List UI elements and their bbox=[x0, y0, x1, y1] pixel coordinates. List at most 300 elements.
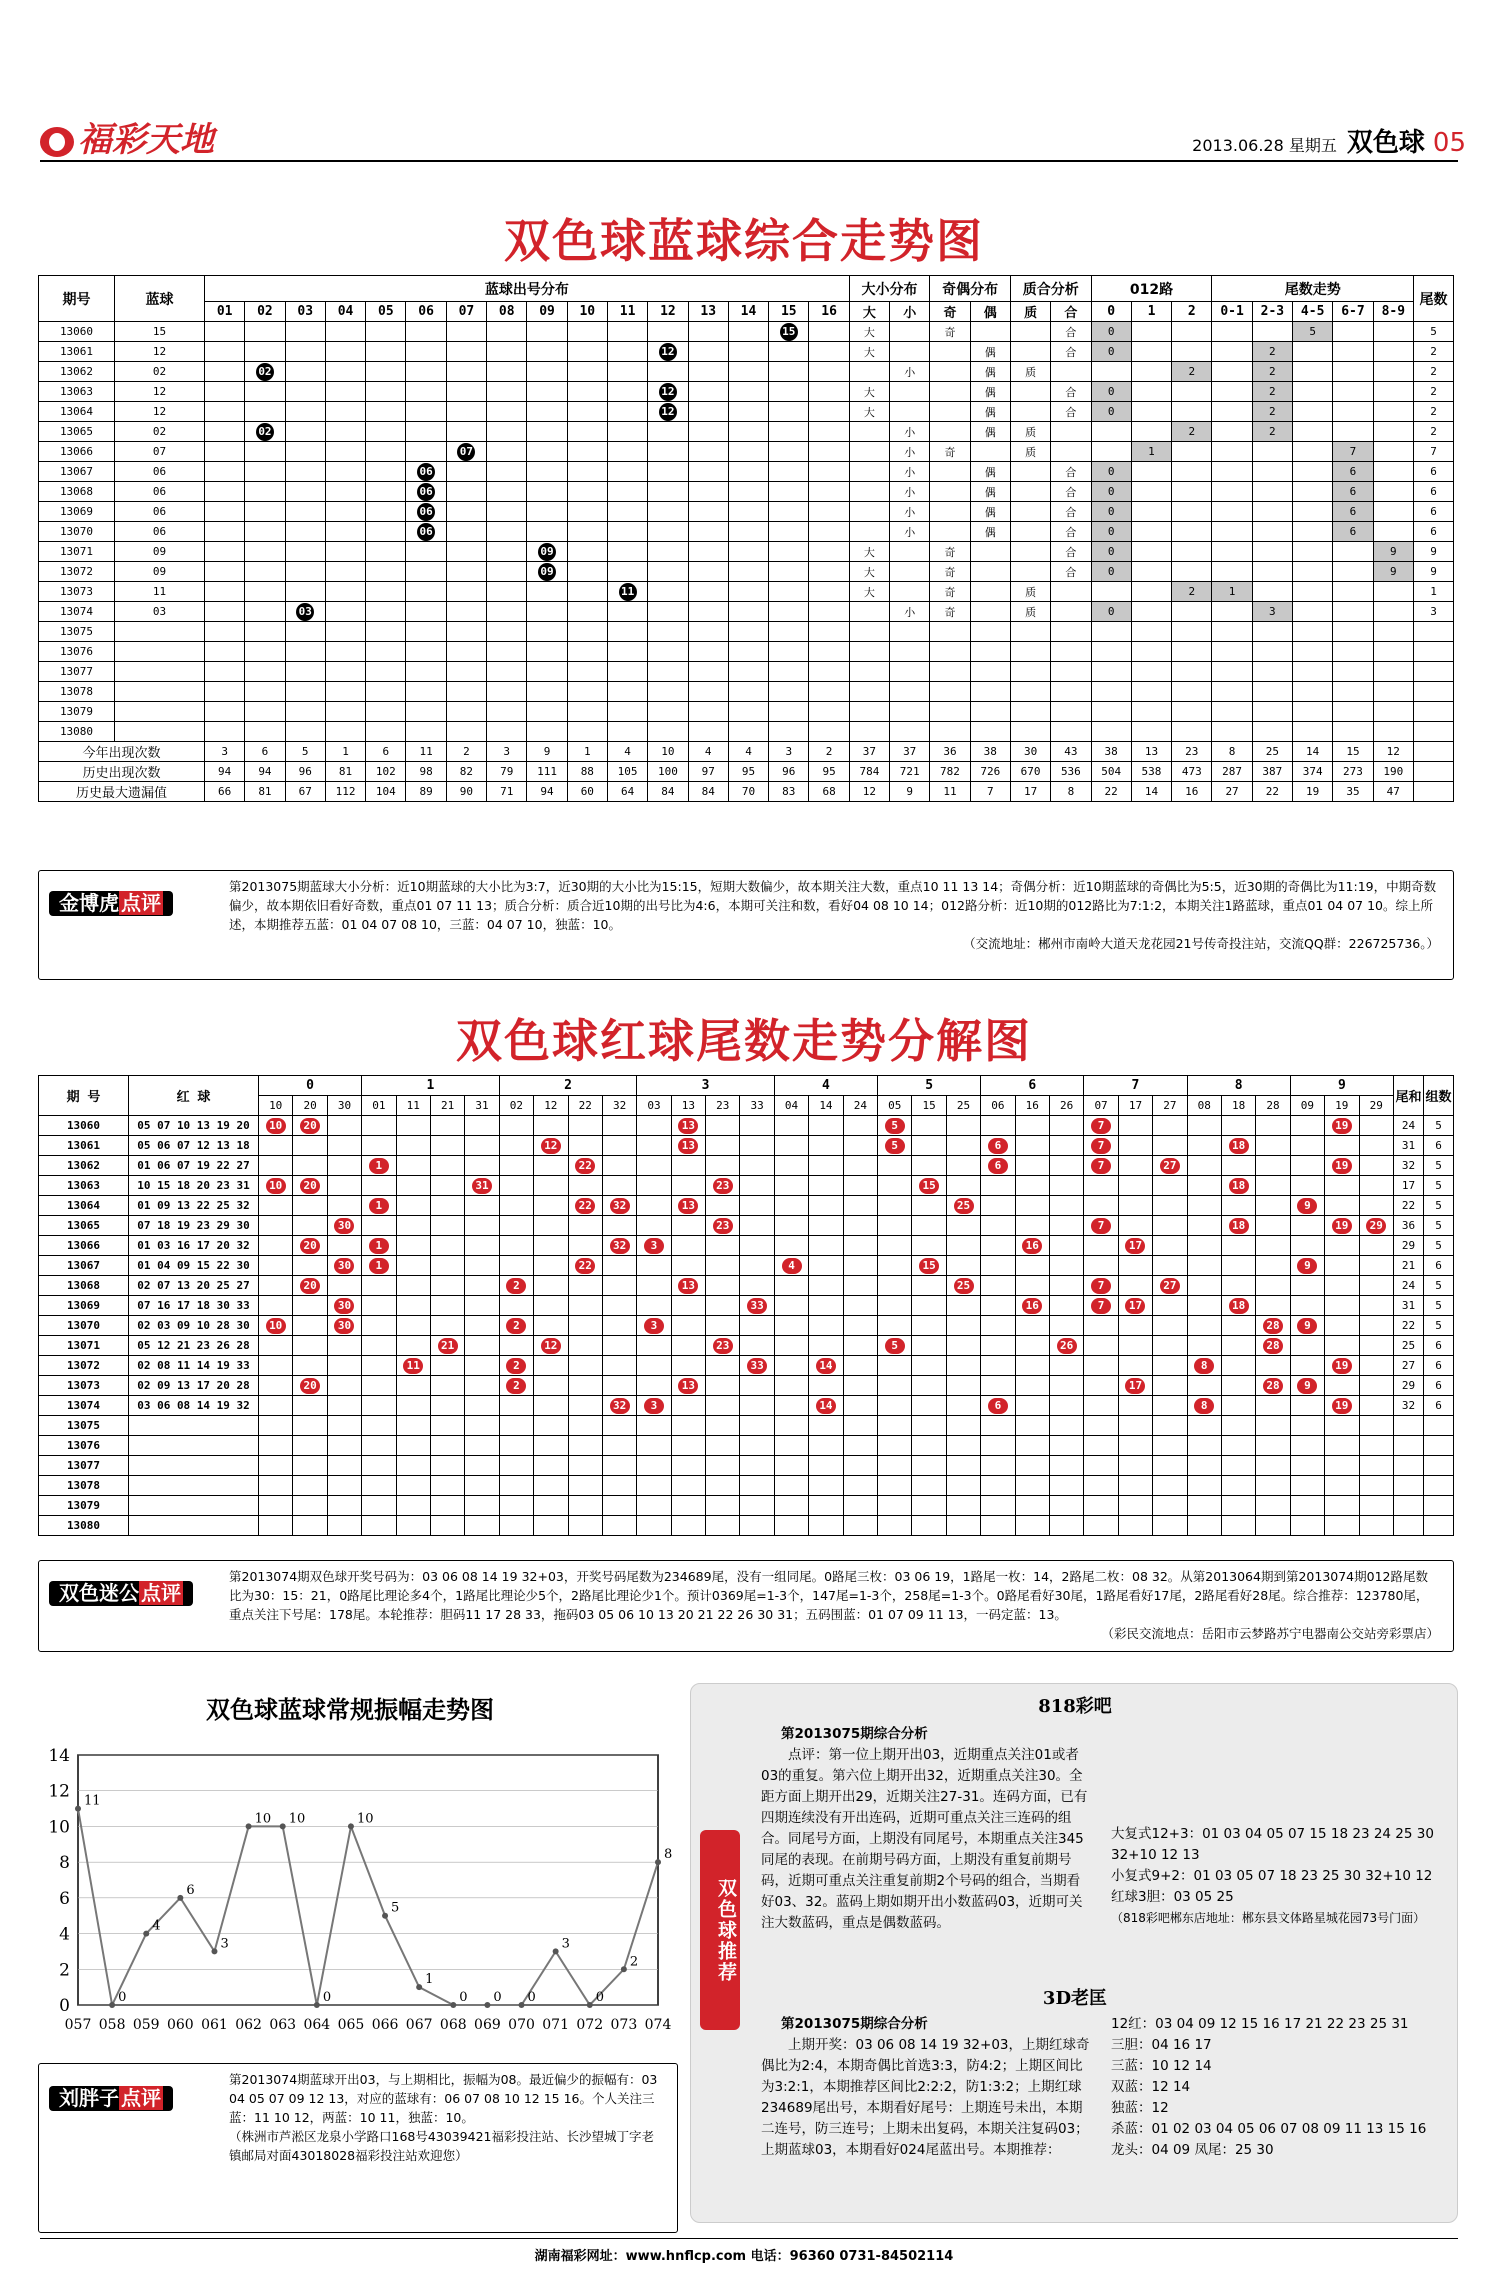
red-ball-tail-table bbox=[38, 1075, 1454, 1536]
blue-ball-mark: 02 bbox=[256, 363, 274, 381]
analysis-title: 第2013075期综合分析 bbox=[781, 1726, 928, 1742]
small-combo: 小复式9+2：01 03 05 07 18 23 25 30 32+10 12 bbox=[1111, 1868, 1433, 1884]
red-ball-mark: 5 bbox=[885, 1118, 905, 1134]
sub-header: 6-7 bbox=[1333, 302, 1373, 322]
tail-sub-header: 07 bbox=[1084, 1096, 1118, 1116]
table-row: 13070 06 06 小 偶 合 0 6 6 bbox=[39, 522, 1454, 542]
tail-group-header: 1 bbox=[362, 1076, 500, 1096]
newspaper-logo: 福彩天地 bbox=[40, 112, 214, 161]
tail-sub-header: 02 bbox=[499, 1096, 533, 1116]
x-tick-label: 071 bbox=[542, 2017, 570, 2033]
x-tick-label: 067 bbox=[405, 2017, 433, 2033]
red-ball-mark: 10 bbox=[266, 1178, 286, 1194]
tail-sub-header: 18 bbox=[1221, 1096, 1255, 1116]
red-ball-mark: 8 bbox=[1194, 1398, 1214, 1414]
table-row: 13079 bbox=[39, 1496, 1454, 1516]
red-ball-mark: 32 bbox=[610, 1198, 630, 1214]
red-ball-mark: 30 bbox=[334, 1218, 354, 1234]
section-title: 双色球 bbox=[1346, 128, 1425, 158]
header-info bbox=[1192, 122, 1466, 159]
table-row: 13072 09 09 大 奇 合 0 9 9 bbox=[39, 562, 1454, 582]
tail-sub-header: 06 bbox=[981, 1096, 1015, 1116]
panel-818-heading: 818彩吧 bbox=[1038, 1696, 1112, 1717]
data-label: 1 bbox=[425, 1972, 434, 1988]
x-tick-label: 060 bbox=[166, 2017, 194, 2033]
red-ball-mark: 14 bbox=[816, 1358, 836, 1374]
grp-size: 大小分布 bbox=[849, 276, 930, 302]
blue-chart-title: 双色球蓝球综合走势图 bbox=[504, 214, 984, 268]
num-header: 08 bbox=[487, 302, 527, 322]
tail-sub-header: 19 bbox=[1325, 1096, 1359, 1116]
data-label: 11 bbox=[84, 1793, 101, 1809]
x-tick-label: 063 bbox=[269, 2017, 297, 2033]
red-ball-mark: 2 bbox=[506, 1358, 526, 1374]
commentator-badge: 刘胖子 点评 bbox=[49, 2086, 173, 2111]
tail-sub-header: 15 bbox=[912, 1096, 946, 1116]
data-point bbox=[450, 2002, 456, 2008]
stat-row: 历史最大遗漏值 66 81 67 112 104 89 90 71 94 60 64 84 84 70 83 68 12 9 11 7 17 8 22 14 16 27 22 19 35 47 bbox=[39, 782, 1454, 802]
data-point bbox=[348, 1823, 354, 1829]
data-point bbox=[246, 1823, 252, 1829]
plot-frame bbox=[78, 1755, 658, 2005]
red-ball-mark: 20 bbox=[300, 1278, 320, 1294]
table-row: 13071 05 12 21 23 26 28 21 12 23 5 26 28 25 6 bbox=[39, 1336, 1454, 1356]
store-address: （818彩吧郴东店地址：郴东县文体路星城花园73号门面） bbox=[1111, 1911, 1426, 1925]
red-ball-mark: 6 bbox=[988, 1398, 1008, 1414]
sub-header: 2 bbox=[1172, 302, 1212, 322]
red-ball-mark: 3 bbox=[644, 1318, 664, 1334]
tail-sub-header: 28 bbox=[1256, 1096, 1290, 1116]
table-row: 13073 11 11 大 奇 质 2 1 1 bbox=[39, 582, 1454, 602]
y-tick-label: 2 bbox=[59, 1960, 70, 1981]
tail-sub-header: 31 bbox=[465, 1096, 499, 1116]
tail-sub-header: 17 bbox=[1118, 1096, 1152, 1116]
red-ball-mark: 9 bbox=[1297, 1198, 1317, 1214]
data-point bbox=[519, 2002, 525, 2008]
red-ball-mark: 18 bbox=[1229, 1298, 1249, 1314]
red-ball-mark: 7 bbox=[1091, 1158, 1111, 1174]
table-row: 13074 03 03 小 奇 质 0 3 3 bbox=[39, 602, 1454, 622]
y-tick-label: 14 bbox=[48, 1746, 70, 1766]
red-ball-mark: 14 bbox=[816, 1398, 836, 1414]
red-ball-mark: 12 bbox=[541, 1338, 561, 1354]
amplitude-chart-title: 双色球蓝球常规振幅走势图 bbox=[206, 1696, 494, 1724]
red-ball-mark: 16 bbox=[1022, 1238, 1042, 1254]
comment-text: 第2013074期双色球开奖号码为：03 06 08 14 19 32+03，开奖号码尾数为234689尾，没有一组同尾。0路尾三枚：03 06 19，1路尾一枚：14，2路尾二枚：08 32。从第2013064期到第2013074期012路尾数比为30：15：21，0路尾比理论多4个，1路尾比理论少5个，2路尾比理论少1个。预计0369尾=1-3个，147尾=1-3个，258尾=1-3个。0路尾看好30尾，1路尾看好17尾，2路尾看好28尾。综合推荐：123780尾，重点关注下号尾：178尾。本轮推荐：胆码11 17 28 33，拖码03 05 06 10 13 20 21 22 26 30 31；五码围蓝：01 07 09 11 13，一码定蓝：13。 bbox=[229, 1569, 1429, 1622]
issue-date: 2013.06.28 bbox=[1192, 136, 1284, 155]
red-ball-mark: 20 bbox=[300, 1378, 320, 1394]
issue-weekday: 星期五 bbox=[1288, 136, 1337, 155]
red-ball-mark: 7 bbox=[1091, 1298, 1111, 1314]
table-row: 13067 01 04 09 15 22 30 30 1 22 4 15 9 21 6 bbox=[39, 1256, 1454, 1276]
tail-sub-header: 21 bbox=[430, 1096, 464, 1116]
tail-sub-header: 11 bbox=[396, 1096, 430, 1116]
tail-sub-header: 01 bbox=[362, 1096, 396, 1116]
comment-liupangzi bbox=[38, 2063, 678, 2233]
data-label: 4 bbox=[152, 1918, 161, 1934]
red-ball-mark: 15 bbox=[919, 1258, 939, 1274]
tail-sub-header: 05 bbox=[878, 1096, 912, 1116]
table-row: 13076 bbox=[39, 1436, 1454, 1456]
tail-sub-header: 23 bbox=[706, 1096, 740, 1116]
data-label: 3 bbox=[220, 1936, 229, 1952]
y-tick-label: 10 bbox=[48, 1817, 70, 1838]
footer-rule bbox=[40, 2238, 1458, 2239]
red-ball-mark: 29 bbox=[1366, 1218, 1386, 1234]
red-ball-mark: 13 bbox=[678, 1378, 698, 1394]
data-point bbox=[280, 1823, 286, 1829]
num-header: 12 bbox=[648, 302, 688, 322]
red-ball-mark: 17 bbox=[1125, 1378, 1145, 1394]
table-row: 13073 02 09 13 17 20 28 20 2 13 17 28 9 29 6 bbox=[39, 1376, 1454, 1396]
tail-group-header: 7 bbox=[1084, 1076, 1187, 1096]
table-row: 13060 05 07 10 13 19 20 10 20 13 5 7 19 24 5 bbox=[39, 1116, 1454, 1136]
data-label: 5 bbox=[391, 1900, 400, 1916]
blue-ball-mark: 03 bbox=[296, 603, 314, 621]
red-ball-mark: 27 bbox=[1160, 1278, 1180, 1294]
tail-sub-header: 26 bbox=[1049, 1096, 1083, 1116]
data-point bbox=[314, 2002, 320, 2008]
tail-sub-header: 09 bbox=[1290, 1096, 1324, 1116]
tail-sub-header: 13 bbox=[671, 1096, 705, 1116]
data-label: 10 bbox=[254, 1811, 272, 1827]
y-tick-label: 6 bbox=[59, 1888, 70, 1909]
sub-header: 0 bbox=[1091, 302, 1131, 322]
red-chart-title: 双色球红球尾数走势分解图 bbox=[456, 1014, 1032, 1068]
table-row: 13063 12 12 大 偶 合 0 2 2 bbox=[39, 382, 1454, 402]
y-tick-label: 8 bbox=[59, 1853, 70, 1874]
table-row: 13080 bbox=[39, 722, 1454, 742]
red-ball-mark: 26 bbox=[1057, 1338, 1077, 1354]
red-ball-mark: 13 bbox=[678, 1278, 698, 1294]
recommend-panel bbox=[690, 1683, 1458, 2223]
num-header: 14 bbox=[728, 302, 768, 322]
data-point bbox=[382, 1913, 388, 1919]
num-header: 01 bbox=[205, 302, 245, 322]
red-ball-mark: 28 bbox=[1263, 1318, 1283, 1334]
two-blue: 双蓝：12 14 bbox=[1111, 2079, 1191, 2095]
table-row: 13067 06 06 小 偶 合 0 6 6 bbox=[39, 462, 1454, 482]
table-row: 13074 03 06 08 14 19 32 32 3 14 6 8 19 32 6 bbox=[39, 1396, 1454, 1416]
table-row: 13068 02 07 13 20 25 27 20 2 13 25 7 27 24 5 bbox=[39, 1276, 1454, 1296]
red-ball-mark: 22 bbox=[575, 1198, 595, 1214]
tail-sub-header: 04 bbox=[774, 1096, 808, 1116]
table-row: 13078 bbox=[39, 682, 1454, 702]
analysis-text: 点评：第一位上期开出03，近期重点关注01或者03的重复。第六位上期开出32，近期重点关注30。全距方面上期开出29，近期关注27-31。连码方面，已有四期连续没有开出连码，近期可重点关注三连码的组合。同尾号方面，上期没有同尾号，本期重点关注345同尾的表现。在前期号码方面，上期没有重复前期号码，近期可重点关注重复前期2个号码的组合，当期看好03、32。蓝码上期如期开出小数蓝码03，近期可关注大数蓝码，重点是偶数蓝码。 bbox=[761, 1747, 1088, 1931]
red-ball-mark: 5 bbox=[885, 1338, 905, 1354]
data-label: 0 bbox=[459, 1990, 468, 2005]
table-row: 13065 02 02 小 偶 质 2 2 2 bbox=[39, 422, 1454, 442]
red-ball-mark: 33 bbox=[747, 1298, 767, 1314]
tail-sub-header: 27 bbox=[1153, 1096, 1187, 1116]
red-ball-mark: 9 bbox=[1297, 1318, 1317, 1334]
table-row: 13062 02 02 小 偶 质 2 2 2 bbox=[39, 362, 1454, 382]
red-ball-mark: 17 bbox=[1125, 1238, 1145, 1254]
sub-header: 4-5 bbox=[1293, 302, 1333, 322]
num-header: 05 bbox=[366, 302, 406, 322]
col-period: 期 号 bbox=[39, 1076, 129, 1116]
red-ball-mark: 21 bbox=[438, 1338, 458, 1354]
red-ball-mark: 7 bbox=[1091, 1118, 1111, 1134]
red-ball-mark: 32 bbox=[610, 1238, 630, 1254]
red-ball-mark: 8 bbox=[1194, 1358, 1214, 1374]
red-ball-mark: 2 bbox=[506, 1318, 526, 1334]
data-point bbox=[621, 1966, 627, 1972]
blue-ball-mark: 12 bbox=[659, 403, 677, 421]
tail-sub-header: 14 bbox=[809, 1096, 843, 1116]
kill-blue: 杀蓝：01 02 03 04 05 06 07 08 09 11 13 15 16 bbox=[1111, 2121, 1427, 2137]
red-ball-mark: 33 bbox=[747, 1358, 767, 1374]
red-ball-mark: 28 bbox=[1263, 1378, 1283, 1394]
data-label: 3 bbox=[561, 1936, 570, 1952]
red-ball-mark: 2 bbox=[506, 1378, 526, 1394]
twelve-red: 12红：03 04 09 12 15 16 17 21 22 23 25 31 bbox=[1111, 2016, 1409, 2032]
col-tail: 尾数 bbox=[1414, 276, 1454, 322]
x-tick-label: 070 bbox=[508, 2017, 535, 2033]
blue-ball-mark: 06 bbox=[417, 483, 435, 501]
x-tick-label: 066 bbox=[371, 2017, 399, 2033]
red-ball-mark: 32 bbox=[610, 1398, 630, 1414]
red-ball-mark: 11 bbox=[403, 1358, 423, 1374]
data-label: 6 bbox=[186, 1882, 195, 1898]
blue-ball-mark: 15 bbox=[780, 323, 798, 341]
sub-header: 大 bbox=[849, 302, 889, 322]
tail-sub-header: 12 bbox=[534, 1096, 568, 1116]
table-row: 13066 01 03 16 17 20 32 20 1 32 3 16 17 29 5 bbox=[39, 1236, 1454, 1256]
red-ball-mark: 10 bbox=[266, 1118, 286, 1134]
red-ball-mark: 5 bbox=[885, 1138, 905, 1154]
red-ball-mark: 18 bbox=[1229, 1218, 1249, 1234]
footer-contact: 湖南福彩网址：www.hnflcp.com 电话：96360 0731-84502114 bbox=[534, 2249, 954, 2264]
num-header: 09 bbox=[527, 302, 567, 322]
comment-contact: （彩民交流地点：岳阳市云梦路苏宁电器南公交站旁彩票店） bbox=[1101, 1626, 1439, 1641]
red-ball-mark: 7 bbox=[1091, 1138, 1111, 1154]
red-ball-mark: 3 bbox=[644, 1398, 664, 1414]
analysis-text-2: 上期开奖：03 06 08 14 19 32+03，上期红球奇偶比为2:4，本期奇偶比首选3:3，防4:2；上期区间比为3:2:1，本期推荐区间比2:2:2，防1:3:2；上期红球234689尾出号，本期看好尾号：上期连号未出，本期二连号，防三连号；上期未出复码，本期关注复码03；上期蓝球03，本期看好024尾蓝出号。本期推荐： bbox=[761, 2037, 1090, 2158]
data-point bbox=[587, 2002, 593, 2008]
table-row: 13065 07 18 19 23 29 30 30 23 7 18 19 29 36 5 bbox=[39, 1216, 1454, 1236]
red-ball-mark: 27 bbox=[1160, 1158, 1180, 1174]
table-row: 13077 bbox=[39, 662, 1454, 682]
data-point bbox=[177, 1895, 183, 1901]
table-row: 13070 02 03 09 10 28 30 10 30 2 3 28 9 22 5 bbox=[39, 1316, 1454, 1336]
x-tick-label: 065 bbox=[337, 2017, 365, 2033]
tail-sub-header: 10 bbox=[259, 1096, 293, 1116]
table-row: 13063 10 15 18 20 23 31 10 20 31 23 15 18 17 5 bbox=[39, 1176, 1454, 1196]
sub-header: 奇 bbox=[930, 302, 970, 322]
col-grp: 组数 bbox=[1424, 1076, 1454, 1116]
data-label: 2 bbox=[629, 1954, 639, 1970]
data-label: 8 bbox=[664, 1847, 673, 1863]
head-tail: 龙头：04 09 凤尾：25 30 bbox=[1111, 2142, 1274, 2158]
red-ball-mark: 19 bbox=[1332, 1218, 1352, 1234]
red-ball-mark: 3 bbox=[644, 1238, 664, 1254]
grp-tail: 尾数走势 bbox=[1212, 276, 1414, 302]
red-ball-mark: 30 bbox=[334, 1318, 354, 1334]
data-point bbox=[109, 2002, 115, 2008]
commentator-badge: 双色迷公 点评 bbox=[49, 1581, 193, 1606]
num-header: 13 bbox=[688, 302, 728, 322]
comment-jinbohu bbox=[38, 870, 1454, 980]
num-header: 07 bbox=[446, 302, 486, 322]
red-ball-mark: 22 bbox=[575, 1158, 595, 1174]
page-number: 05 bbox=[1432, 128, 1466, 158]
red-ball-mark: 1 bbox=[369, 1158, 389, 1174]
sub-header: 小 bbox=[890, 302, 930, 322]
num-header: 03 bbox=[285, 302, 325, 322]
tail-sub-header: 22 bbox=[568, 1096, 602, 1116]
data-point bbox=[143, 1931, 149, 1937]
grp-dist: 蓝球出号分布 bbox=[205, 276, 850, 302]
red-ball-mark: 13 bbox=[678, 1138, 698, 1154]
data-label: 0 bbox=[118, 1990, 127, 2005]
red-ball-mark: 22 bbox=[575, 1258, 595, 1274]
table-row: 13069 07 16 17 18 30 33 30 33 16 7 17 18 31 5 bbox=[39, 1296, 1454, 1316]
blue-ball-mark: 12 bbox=[659, 383, 677, 401]
red-ball-mark: 13 bbox=[678, 1198, 698, 1214]
red-ball-mark: 19 bbox=[1332, 1358, 1352, 1374]
data-point bbox=[211, 1948, 217, 1954]
x-tick-label: 058 bbox=[98, 2017, 126, 2033]
x-tick-label: 072 bbox=[576, 2017, 604, 2033]
three-blue: 三蓝：10 12 14 bbox=[1111, 2058, 1212, 2074]
sub-header: 合 bbox=[1051, 302, 1091, 322]
blue-ball-mark: 09 bbox=[538, 563, 556, 581]
tail-sub-header: 24 bbox=[843, 1096, 877, 1116]
x-tick-label: 057 bbox=[64, 2017, 92, 2033]
tail-sub-header: 32 bbox=[602, 1096, 636, 1116]
comment-shuangsemigong bbox=[38, 1560, 1454, 1652]
tail-group-header: 4 bbox=[774, 1076, 877, 1096]
blue-ball-mark: 12 bbox=[659, 343, 677, 361]
comment-contact: （株洲市芦淞区龙泉小学路口168号43039421福彩投注站、长沙望城丁字老镇邮局对面43018028福彩投注站欢迎您） bbox=[229, 2129, 654, 2163]
table-row: 13064 01 09 13 22 25 32 1 22 32 13 25 9 22 5 bbox=[39, 1196, 1454, 1216]
blue-ball-mark: 06 bbox=[417, 463, 435, 481]
red-ball-mark: 1 bbox=[369, 1238, 389, 1254]
blue-ball-mark: 02 bbox=[256, 423, 274, 441]
grp-odd: 奇偶分布 bbox=[930, 276, 1011, 302]
sub-header: 0-1 bbox=[1212, 302, 1252, 322]
red-ball-mark: 17 bbox=[1125, 1298, 1145, 1314]
red-ball-mark: 20 bbox=[300, 1178, 320, 1194]
table-row: 13060 15 15 大 奇 合 0 5 5 bbox=[39, 322, 1454, 342]
red-ball-mark: 23 bbox=[713, 1178, 733, 1194]
x-tick-label: 062 bbox=[235, 2017, 262, 2033]
red-three-dan: 红球3胆：03 05 25 bbox=[1111, 1889, 1234, 1905]
stat-row: 历史出现次数 94 94 96 81 102 98 82 79 111 88 105 100 97 95 96 95 784 721 782 726 670 536 504 538 473 287 387 374 273 190 bbox=[39, 762, 1454, 782]
table-row: 13071 09 09 大 奇 合 0 9 9 bbox=[39, 542, 1454, 562]
red-ball-mark: 19 bbox=[1332, 1118, 1352, 1134]
three-dan: 三胆：04 16 17 bbox=[1111, 2037, 1212, 2053]
red-ball-mark: 4 bbox=[782, 1258, 802, 1274]
tail-sub-header: 16 bbox=[1015, 1096, 1049, 1116]
table-row: 13072 02 08 11 14 19 33 11 2 33 14 8 19 27 6 bbox=[39, 1356, 1454, 1376]
red-ball-mark: 16 bbox=[1022, 1298, 1042, 1314]
comment-text: 第2013075期蓝球大小分析：近10期蓝球的大小比为3:7，近30期的大小比为15:15，短期大数偏少，故本期关注大数，重点10 11 13 14；奇偶分析：近10期蓝球的奇偶比为5:5，近30期的奇偶比为11:19，中期奇数偏少，故本期依旧看好奇数，重点01 07 11 13；质合分析：质合近10期的出号比为4:6，本期可关注和数，看好04 08 10 14；012路分析：近10期的012路比为7:1:2，本期关注1路蓝球，重点01 04 07 10。综上所述，本期推荐五蓝：01 04 07 08 10，三蓝：04 07 10，独蓝：10。 bbox=[229, 879, 1437, 932]
num-header: 02 bbox=[245, 302, 285, 322]
red-ball-mark: 1 bbox=[369, 1198, 389, 1214]
red-ball-mark: 20 bbox=[300, 1118, 320, 1134]
tail-sub-header: 29 bbox=[1359, 1096, 1394, 1116]
comment-text: 第2013074期蓝球开出03，与上期相比，振幅为08。最近偏少的振幅有：03 04 05 07 09 12 13，对应的蓝球有：06 07 08 10 12 15 16。个人关注三蓝：11 10 12，两蓝：10 11，独蓝：10。 bbox=[229, 2072, 658, 2125]
data-label: 0 bbox=[527, 1990, 536, 2005]
red-ball-mark: 6 bbox=[988, 1138, 1008, 1154]
red-ball-mark: 31 bbox=[472, 1178, 492, 1194]
panel-3d-heading: 3D老匡 bbox=[1042, 1988, 1108, 2009]
x-tick-label: 068 bbox=[439, 2017, 467, 2033]
num-header: 11 bbox=[607, 302, 647, 322]
table-row: 13075 bbox=[39, 622, 1454, 642]
red-ball-mark: 18 bbox=[1229, 1178, 1249, 1194]
single-blue: 独蓝：12 bbox=[1111, 2100, 1169, 2116]
x-tick-label: 069 bbox=[474, 2017, 501, 2033]
data-label: 0 bbox=[595, 1990, 605, 2005]
table-row: 13076 bbox=[39, 642, 1454, 662]
tail-group-header: 8 bbox=[1187, 1076, 1290, 1096]
red-ball-mark: 15 bbox=[919, 1178, 939, 1194]
blue-ball-table bbox=[38, 275, 1454, 802]
red-ball-mark: 7 bbox=[1091, 1278, 1111, 1294]
stat-row: 今年出现次数 3 6 5 1 6 11 2 3 9 1 4 10 4 4 3 2 37 37 36 38 30 43 38 13 23 8 25 14 15 12 bbox=[39, 742, 1454, 762]
tail-group-header: 2 bbox=[499, 1076, 637, 1096]
amplitude-line-chart bbox=[38, 1730, 673, 2060]
red-ball-mark: 18 bbox=[1229, 1138, 1249, 1154]
data-point bbox=[484, 2002, 490, 2008]
data-label: 0 bbox=[493, 1990, 502, 2005]
table-row: 13068 06 06 小 偶 合 0 6 6 bbox=[39, 482, 1454, 502]
table-row: 13064 12 12 大 偶 合 0 2 2 bbox=[39, 402, 1454, 422]
table-row: 13062 01 06 07 19 22 27 1 22 6 7 27 19 32 5 bbox=[39, 1156, 1454, 1176]
table-row: 13080 bbox=[39, 1516, 1454, 1536]
blue-ball-mark: 09 bbox=[538, 543, 556, 561]
num-header: 10 bbox=[567, 302, 607, 322]
red-ball-mark: 13 bbox=[678, 1118, 698, 1134]
y-tick-label: 4 bbox=[59, 1924, 70, 1945]
red-ball-mark: 9 bbox=[1297, 1258, 1317, 1274]
num-header: 15 bbox=[769, 302, 809, 322]
grp-012: 012路 bbox=[1091, 276, 1212, 302]
x-tick-label: 061 bbox=[201, 2017, 228, 2033]
tail-group-header: 0 bbox=[259, 1076, 362, 1096]
y-tick-label: 0 bbox=[59, 1996, 70, 2016]
red-ball-mark: 19 bbox=[1332, 1398, 1352, 1414]
num-header: 06 bbox=[406, 302, 446, 322]
red-ball-mark: 28 bbox=[1263, 1338, 1283, 1354]
sub-header: 8-9 bbox=[1373, 302, 1413, 322]
col-period: 期号 bbox=[39, 276, 115, 322]
tail-sub-header: 08 bbox=[1187, 1096, 1221, 1116]
x-tick-label: 059 bbox=[132, 2017, 160, 2033]
red-ball-mark: 25 bbox=[954, 1198, 974, 1214]
col-red: 红 球 bbox=[129, 1076, 259, 1116]
data-point bbox=[553, 1948, 559, 1954]
red-ball-mark: 23 bbox=[713, 1218, 733, 1234]
tail-sub-header: 20 bbox=[293, 1096, 327, 1116]
big-combo: 大复式12+3：01 03 04 05 07 15 18 23 24 25 30 32+10 12 13 bbox=[1111, 1826, 1434, 1863]
red-ball-mark: 10 bbox=[266, 1318, 286, 1334]
commentator-badge: 金博虎 点评 bbox=[49, 891, 173, 916]
num-header: 16 bbox=[809, 302, 849, 322]
red-ball-mark: 9 bbox=[1297, 1378, 1317, 1394]
table-row: 13079 bbox=[39, 702, 1454, 722]
analysis-title-2: 第2013075期综合分析 bbox=[781, 2016, 928, 2032]
x-tick-label: 064 bbox=[303, 2017, 331, 2033]
tail-sub-header: 33 bbox=[740, 1096, 774, 1116]
table-row: 13061 05 06 07 12 13 18 12 13 5 6 7 18 31 6 bbox=[39, 1136, 1454, 1156]
table-row: 13061 12 12 大 偶 合 0 2 2 bbox=[39, 342, 1454, 362]
x-tick-label: 074 bbox=[644, 2017, 672, 2033]
comment-contact: （交流地址：郴州市南岭大道天龙花园21号传奇投注站，交流QQ群：226725736。） bbox=[963, 936, 1439, 951]
